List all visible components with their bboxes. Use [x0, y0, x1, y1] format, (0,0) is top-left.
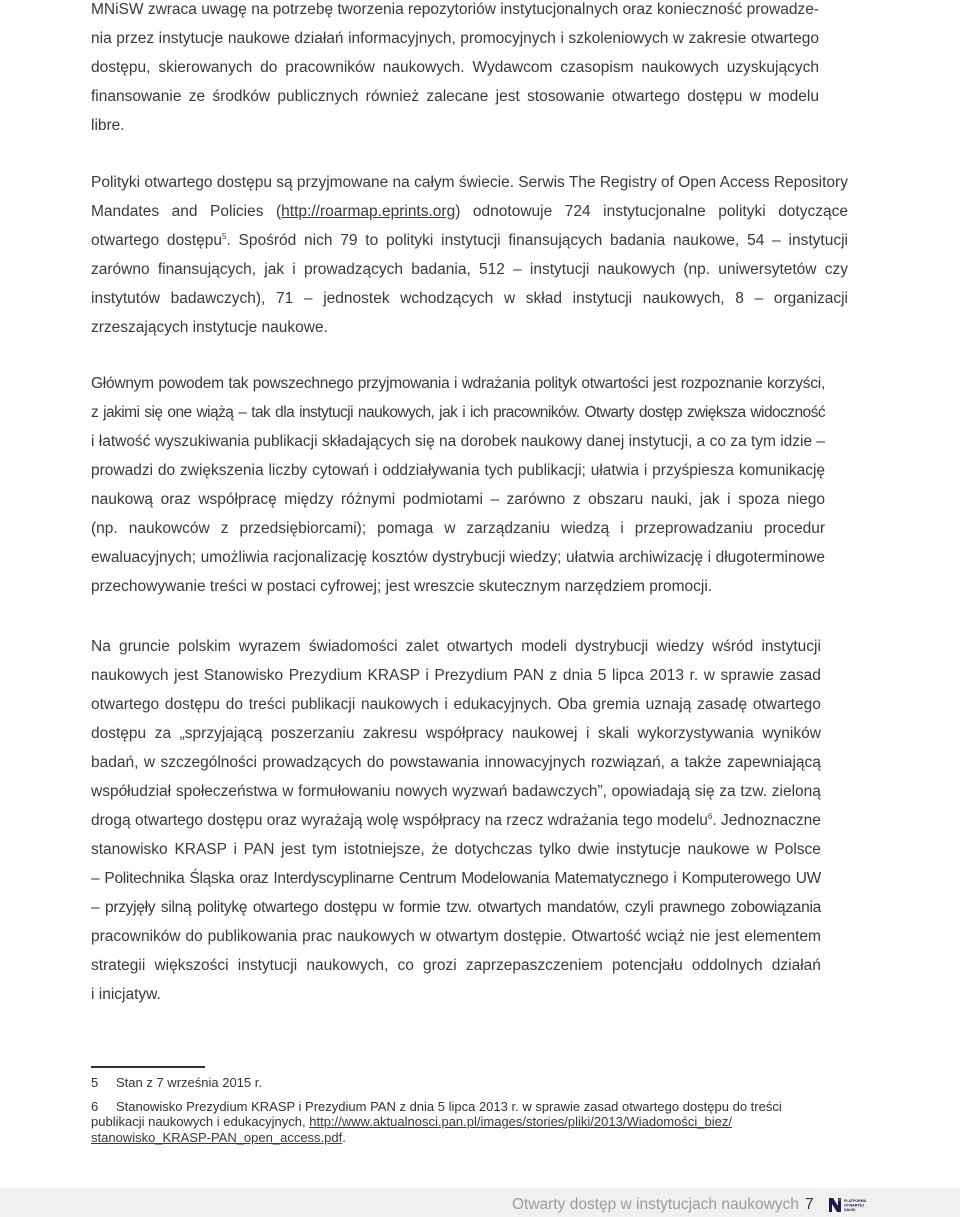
logo-text-3: NAUKI: [844, 1208, 856, 1212]
text-line: zarówno finansujących, jak i prowadzących badania, 512 – instytucji naukowych (np. uniwersytetów czy: [91, 261, 848, 278]
text-line: [91, 197, 848, 226]
footnote-text: Stanowisko Prezydium KRASP i Prezydium PAN z dnia 5 lipca 2013 r. w sprawie zasad otwartego dostępu do treści: [116, 1098, 782, 1114]
text-line: prowadzi do zwiększenia liczby cytowań i oddziaływania tych publikacji; ułatwia i przyśpiesza komunikację: [91, 462, 826, 479]
text-line: zrzeszających instytucje naukowe.: [91, 319, 328, 336]
footnote-ref-6[interactable]: 6: [707, 811, 713, 821]
text-line: i łatwość wyszukiwania publikacji składających się na dorobek naukowy danej instytucji, a co za tym idzie –: [91, 433, 826, 450]
footnote-text-continued: [91, 1130, 851, 1146]
footnote-text-continued: [91, 1114, 851, 1130]
text-line: Głównym powodem tak powszechnego przyjmowania i wdrażania polityk otwartości jest rozpoznanie korzyści,: [91, 375, 826, 392]
paragraph-krasp: [91, 632, 821, 1009]
text-line: dostępu za „sprzyjającą poszerzaniu zakresu współpracy naukowej i skali wykorzystywania wyników: [91, 725, 821, 742]
text-line: libre.: [91, 117, 125, 134]
text-line: naukowych jest Stanowisko Prezydium KRASP i Prezydium PAN z dnia 5 lipca 2013 r. w sprawie zasad: [91, 667, 821, 684]
text-line: MNiSW zwraca uwagę na potrzebę tworzenia repozytoriów instytucjonalnych oraz konieczność prowadze-: [91, 1, 819, 18]
platforma-logo-icon: [828, 1196, 868, 1214]
text-line: ewaluacyjnych; umożliwia racjonalizację kosztów dystrybucji wiedzy; ułatwia archiwizację i długoterminowe: [91, 549, 826, 566]
text-line: Polityki otwartego dostępu są przyjmowane na całym świecie. Serwis The Registry of Open Access Repository: [91, 174, 848, 191]
text-line: strategii większości instytucji naukowych, co grozi zaprzepaszczeniem potencjału oddolnych działań: [91, 957, 821, 974]
text-line: instytutów badawczych), 71 – jednostek wchodzących w skład instytucji naukowych, 8 – organizacji: [91, 290, 848, 307]
logo-text-2: OTWARTEJ: [844, 1203, 864, 1208]
text-segment: Mandates and Policies (: [91, 203, 282, 220]
text-line: Na gruncie polskim wyrazem świadomości zalet otwartych modeli dystrybucji wiedzy wśród instytucji: [91, 638, 821, 655]
text-segment: .: [342, 1129, 346, 1145]
text-segment: drogą otwartego dostępu oraz wyrażają wolę współpracy na rzecz wdrażania tego modelu: [91, 812, 708, 829]
text-line: [91, 226, 848, 255]
pan-link-part2[interactable]: stanowisko_KRASP-PAN_open_access.pdf: [91, 1129, 343, 1145]
text-line: i inicjatyw.: [91, 986, 161, 1003]
text-line: badań, w szczególności prowadzących do powstawania innowacyjnych rozwiązań, a także zapewniającą: [91, 754, 821, 771]
text-line: otwartego dostępu do treści publikacji naukowych i edukacyjnych. Oba gremia uznają zasadę otwartego: [91, 696, 821, 713]
footnote-number: 6: [91, 1098, 99, 1114]
text-line: (np. naukowców z przedsiębiorcami); pomaga w zarządzaniu wiedzą i przeprowadzaniu procedur: [91, 520, 826, 537]
paragraph-benefits: [91, 369, 825, 601]
footnote-divider: [91, 1066, 205, 1068]
text-segment: . Jednoznaczne: [712, 812, 821, 829]
roarmap-link[interactable]: http://roarmap.eprints.org: [281, 203, 456, 220]
footnote-6: [91, 1099, 851, 1146]
text-line: nia przez instytucje naukowe działań informacyjnych, promocyjnych i szkoleniowych w zakresie otwartego: [91, 30, 819, 47]
text-line: stanowisko KRASP i PAN jest tym istotniejsze, że dotychczas tylko dwie instytucje naukowe w Polsce: [91, 841, 821, 858]
text-line: naukową oraz współpracę między różnymi podmiotami – zarówno z obszaru nauki, jak i spoza niego: [91, 491, 826, 508]
paragraph-policies: [91, 168, 848, 342]
text-segment: publikacji naukowych i edukacyjnych,: [91, 1114, 310, 1129]
text-segment: ) odnotowuje 724 instytucjonalne polityki dotyczące: [455, 203, 848, 220]
pan-link-part1[interactable]: http://www.aktualnosci.pan.pl/images/stories/pliki/2013/Wiadomości_biez/: [309, 1114, 732, 1129]
text-line: współudział społeczeństwa w formułowaniu nowych wyzwań badawczych”, opowiadają się za tzw. zieloną: [91, 783, 821, 800]
text-segment: otwartego dostępu: [91, 232, 223, 249]
paragraph-mnisw: [91, 0, 819, 140]
footnote-number: 5: [91, 1075, 99, 1090]
page-number: 7: [805, 1196, 814, 1213]
text-line: [91, 806, 821, 835]
logo-text-1: PLATFORMA: [844, 1199, 867, 1203]
text-line: finansowanie ze środków publicznych również zalecane jest stosowanie otwartego dostępu w modelu: [91, 88, 819, 105]
footnote-5: [91, 1075, 851, 1091]
footnote-ref-5[interactable]: 5: [222, 231, 227, 241]
text-line: – Politechnika Śląska oraz Interdyscyplinarne Centrum Modelowania Matematycznego i Komputerowego UW: [91, 870, 821, 887]
text-line: przechowywanie treści w postaci cyfrowej; jest wreszcie skutecznym narzędziem promocji.: [91, 578, 713, 595]
text-segment: . Spośród nich 79 to polityki instytucji finansujących badania naukowe, 54 – instytucji: [226, 232, 848, 249]
text-line: pracowników do publikowania prac naukowych w otwartym dostępie. Otwartość wciąż nie jest elementem: [91, 928, 821, 945]
text-line: z jakimi się one wiążą – tak dla instytucji naukowych, jak i ich pracowników. Otwarty dostęp zwiększa widoczność: [91, 404, 826, 421]
footer-bar: [0, 1188, 960, 1217]
footnote-text: Stan z 7 września 2015 r.: [116, 1075, 262, 1090]
text-line: dostępu, skierowanych do pracowników naukowych. Wydawcom czasopism naukowych uzyskujących: [91, 59, 819, 76]
footnotes: [91, 1075, 851, 1153]
text-line: – przyjęły silną politykę otwartego dostępu w formie tzw. otwartych mandatów, czyli prawnego zobowiązania: [91, 899, 821, 916]
footer-title: Otwarty dostęp w instytucjach naukowych: [512, 1196, 799, 1213]
